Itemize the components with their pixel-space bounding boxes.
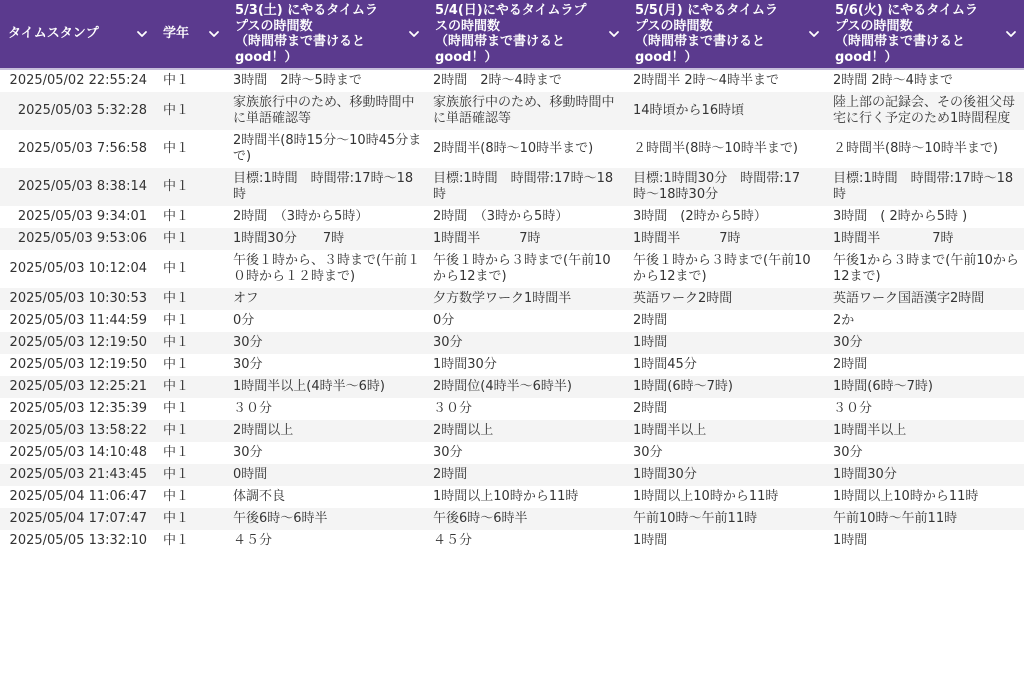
day-1-cell: 30分 <box>227 354 427 376</box>
day-3-cell: 1時間45分 <box>627 354 827 376</box>
timestamp-cell: 2025/05/03 10:30:53 <box>0 288 155 310</box>
grade-cell: 中１ <box>155 228 227 250</box>
table-body <box>0 69 1024 552</box>
timestamp-cell: 2025/05/04 17:07:47 <box>0 508 155 530</box>
day-2-cell: 2時間 <box>427 464 627 486</box>
day-2-cell: 0分 <box>427 310 627 332</box>
table-row <box>0 228 1024 250</box>
day-3-cell: 1時間以上10時から11時 <box>627 486 827 508</box>
day-1-cell: ３０分 <box>227 398 427 420</box>
column-header-label: 5/4(日)にやるタイムラプ スの時間数 （時間帯まで書けると good！） <box>435 3 587 65</box>
day-4-cell: 1時間30分 <box>827 464 1024 486</box>
day-2-cell: 夕方数学ワーク1時間半 <box>427 288 627 310</box>
timestamp-cell: 2025/05/05 13:32:10 <box>0 530 155 552</box>
day-1-cell: 2時間 （3時から5時） <box>227 206 427 228</box>
day-3-cell: 3時間 (2時から5時） <box>627 206 827 228</box>
column-header-label: タイムスタンプ <box>8 26 99 42</box>
day-2-cell: 2時間 2時〜4時まで <box>427 69 627 92</box>
column-header-label: 5/6(火) にやるタイムラ プスの時間数 （時間帯まで書けると good！） <box>835 3 978 65</box>
grade-cell: 中１ <box>155 530 227 552</box>
day-1-cell: 3時間 2時〜5時まで <box>227 69 427 92</box>
column-header-day-3[interactable] <box>627 0 827 69</box>
timestamp-cell: 2025/05/03 10:12:04 <box>0 250 155 288</box>
day-2-cell: 2時間半(8時〜10時半まで) <box>427 130 627 168</box>
grade-cell: 中１ <box>155 206 227 228</box>
day-2-cell: ３０分 <box>427 398 627 420</box>
column-header-label: 学年 <box>163 26 190 42</box>
timestamp-cell: 2025/05/03 12:19:50 <box>0 354 155 376</box>
header-row <box>0 0 1024 69</box>
day-3-cell: ２時間半(8時〜10時半まで) <box>627 130 827 168</box>
grade-cell: 中１ <box>155 354 227 376</box>
grade-cell: 中１ <box>155 464 227 486</box>
day-1-cell: 2時間以上 <box>227 420 427 442</box>
chevron-down-icon[interactable] <box>1004 27 1018 41</box>
table-row <box>0 442 1024 464</box>
day-2-cell: 30分 <box>427 442 627 464</box>
day-2-cell: 2時間以上 <box>427 420 627 442</box>
day-3-cell: 1時間30分 <box>627 464 827 486</box>
day-1-cell: オフ <box>227 288 427 310</box>
day-2-cell: ４５分 <box>427 530 627 552</box>
day-3-cell: 2時間半 2時〜4時半まで <box>627 69 827 92</box>
day-3-cell: 1時間(6時〜7時) <box>627 376 827 398</box>
grade-cell: 中１ <box>155 376 227 398</box>
day-1-cell: 0時間 <box>227 464 427 486</box>
day-4-cell: 午後1から３時まで(午前10から12まで) <box>827 250 1024 288</box>
chevron-down-icon[interactable] <box>607 27 621 41</box>
timestamp-cell: 2025/05/03 12:19:50 <box>0 332 155 354</box>
timestamp-cell: 2025/05/04 11:06:47 <box>0 486 155 508</box>
day-3-cell: 2時間 <box>627 398 827 420</box>
timestamp-cell: 2025/05/02 22:55:24 <box>0 69 155 92</box>
grade-cell: 中１ <box>155 442 227 464</box>
chevron-down-icon[interactable] <box>207 27 221 41</box>
day-4-cell: 1時間(6時〜7時) <box>827 376 1024 398</box>
day-3-cell: 目標:1時間30分 時間帯:17時〜18時30分 <box>627 168 827 206</box>
grade-cell: 中１ <box>155 398 227 420</box>
day-1-cell: 30分 <box>227 442 427 464</box>
grade-cell: 中１ <box>155 420 227 442</box>
day-1-cell: ４５分 <box>227 530 427 552</box>
day-4-cell: 英語ワーク国語漢字2時間 <box>827 288 1024 310</box>
column-header-timestamp[interactable] <box>0 0 155 69</box>
day-3-cell: 2時間 <box>627 310 827 332</box>
table-row <box>0 508 1024 530</box>
day-4-cell: 3時間 ( 2時から5時 ) <box>827 206 1024 228</box>
timestamp-cell: 2025/05/03 12:35:39 <box>0 398 155 420</box>
grade-cell: 中１ <box>155 486 227 508</box>
day-2-cell: 目標:1時間 時間帯:17時〜18時 <box>427 168 627 206</box>
day-2-cell: 1時間30分 <box>427 354 627 376</box>
grade-cell: 中１ <box>155 508 227 530</box>
day-1-cell: 目標:1時間 時間帯:17時〜18時 <box>227 168 427 206</box>
column-header-label: 5/5(月) にやるタイムラ プスの時間数 （時間帯まで書けると good！） <box>635 3 778 65</box>
grade-cell: 中１ <box>155 310 227 332</box>
day-1-cell: 1時間30分 7時 <box>227 228 427 250</box>
day-1-cell: 30分 <box>227 332 427 354</box>
day-4-cell: 30分 <box>827 442 1024 464</box>
table-row <box>0 250 1024 288</box>
day-1-cell: 午後6時〜6時半 <box>227 508 427 530</box>
table-row <box>0 420 1024 442</box>
day-4-cell: 2か <box>827 310 1024 332</box>
table-row <box>0 310 1024 332</box>
day-1-cell: 1時間半以上(4時半〜6時) <box>227 376 427 398</box>
day-3-cell: 1時間 <box>627 530 827 552</box>
timestamp-cell: 2025/05/03 9:34:01 <box>0 206 155 228</box>
table-row <box>0 92 1024 130</box>
table-row <box>0 168 1024 206</box>
day-4-cell: ３０分 <box>827 398 1024 420</box>
day-4-cell: 1時間半 7時 <box>827 228 1024 250</box>
day-4-cell: 30分 <box>827 332 1024 354</box>
day-2-cell: 午後6時〜6時半 <box>427 508 627 530</box>
day-2-cell: 30分 <box>427 332 627 354</box>
grade-cell: 中１ <box>155 168 227 206</box>
day-1-cell: 午後１時から、３時まで(午前１０時から１２時まで) <box>227 250 427 288</box>
table-row <box>0 354 1024 376</box>
table-row <box>0 464 1024 486</box>
grade-cell: 中１ <box>155 288 227 310</box>
day-1-cell: 2時間半(8時15分〜10時45分まで) <box>227 130 427 168</box>
day-2-cell: 2時間 （3時から5時） <box>427 206 627 228</box>
day-4-cell: 1時間 <box>827 530 1024 552</box>
timestamp-cell: 2025/05/03 5:32:28 <box>0 92 155 130</box>
column-header-day-1[interactable] <box>227 0 427 69</box>
day-4-cell: 午前10時〜午前11時 <box>827 508 1024 530</box>
day-2-cell: 2時間位(4時半〜6時半) <box>427 376 627 398</box>
grade-cell: 中１ <box>155 130 227 168</box>
table-row <box>0 206 1024 228</box>
day-3-cell: 30分 <box>627 442 827 464</box>
chevron-down-icon[interactable] <box>807 27 821 41</box>
day-2-cell: 1時間以上10時から11時 <box>427 486 627 508</box>
table-row <box>0 530 1024 552</box>
day-3-cell: 14時頃から16時頃 <box>627 92 827 130</box>
day-2-cell: 1時間半 7時 <box>427 228 627 250</box>
day-3-cell: 午後１時から３時まで(午前10から12まで) <box>627 250 827 288</box>
timestamp-cell: 2025/05/03 7:56:58 <box>0 130 155 168</box>
column-header-day-4[interactable] <box>827 0 1024 69</box>
column-header-grade[interactable] <box>155 0 227 69</box>
table-row <box>0 288 1024 310</box>
column-header-day-2[interactable] <box>427 0 627 69</box>
timestamp-cell: 2025/05/03 11:44:59 <box>0 310 155 332</box>
day-3-cell: 午前10時〜午前11時 <box>627 508 827 530</box>
day-4-cell: 目標:1時間 時間帯:17時〜18時 <box>827 168 1024 206</box>
table-row <box>0 376 1024 398</box>
day-4-cell: 陸上部の記録会、その後祖父母宅に行く予定のため1時間程度 <box>827 92 1024 130</box>
grade-cell: 中１ <box>155 250 227 288</box>
grade-cell: 中１ <box>155 69 227 92</box>
day-4-cell: 2時間 2時〜4時まで <box>827 69 1024 92</box>
table-row <box>0 486 1024 508</box>
day-2-cell: 午後１時から３時まで(午前10から12まで) <box>427 250 627 288</box>
day-2-cell: 家族旅行中のため、移動時間中に単語確認等 <box>427 92 627 130</box>
chevron-down-icon[interactable] <box>407 27 421 41</box>
table-row <box>0 69 1024 92</box>
timestamp-cell: 2025/05/03 14:10:48 <box>0 442 155 464</box>
timestamp-cell: 2025/05/03 12:25:21 <box>0 376 155 398</box>
timestamp-cell: 2025/05/03 13:58:22 <box>0 420 155 442</box>
table-row <box>0 130 1024 168</box>
table-header <box>0 0 1024 69</box>
column-header-label: 5/3(土) にやるタイムラ プスの時間数 （時間帯まで書けると good！） <box>235 3 378 65</box>
table-row <box>0 332 1024 354</box>
day-4-cell: 2時間 <box>827 354 1024 376</box>
day-1-cell: 0分 <box>227 310 427 332</box>
day-4-cell: 1時間以上10時から11時 <box>827 486 1024 508</box>
day-3-cell: 1時間 <box>627 332 827 354</box>
day-1-cell: 家族旅行中のため、移動時間中に単語確認等 <box>227 92 427 130</box>
table-row <box>0 398 1024 420</box>
day-3-cell: 1時間半 7時 <box>627 228 827 250</box>
chevron-down-icon[interactable] <box>135 27 149 41</box>
day-3-cell: 英語ワーク2時間 <box>627 288 827 310</box>
grade-cell: 中１ <box>155 92 227 130</box>
grade-cell: 中１ <box>155 332 227 354</box>
day-3-cell: 1時間半以上 <box>627 420 827 442</box>
timestamp-cell: 2025/05/03 21:43:45 <box>0 464 155 486</box>
day-1-cell: 体調不良 <box>227 486 427 508</box>
timestamp-cell: 2025/05/03 9:53:06 <box>0 228 155 250</box>
timestamp-cell: 2025/05/03 8:38:14 <box>0 168 155 206</box>
day-4-cell: 1時間半以上 <box>827 420 1024 442</box>
day-4-cell: ２時間半(8時〜10時半まで) <box>827 130 1024 168</box>
